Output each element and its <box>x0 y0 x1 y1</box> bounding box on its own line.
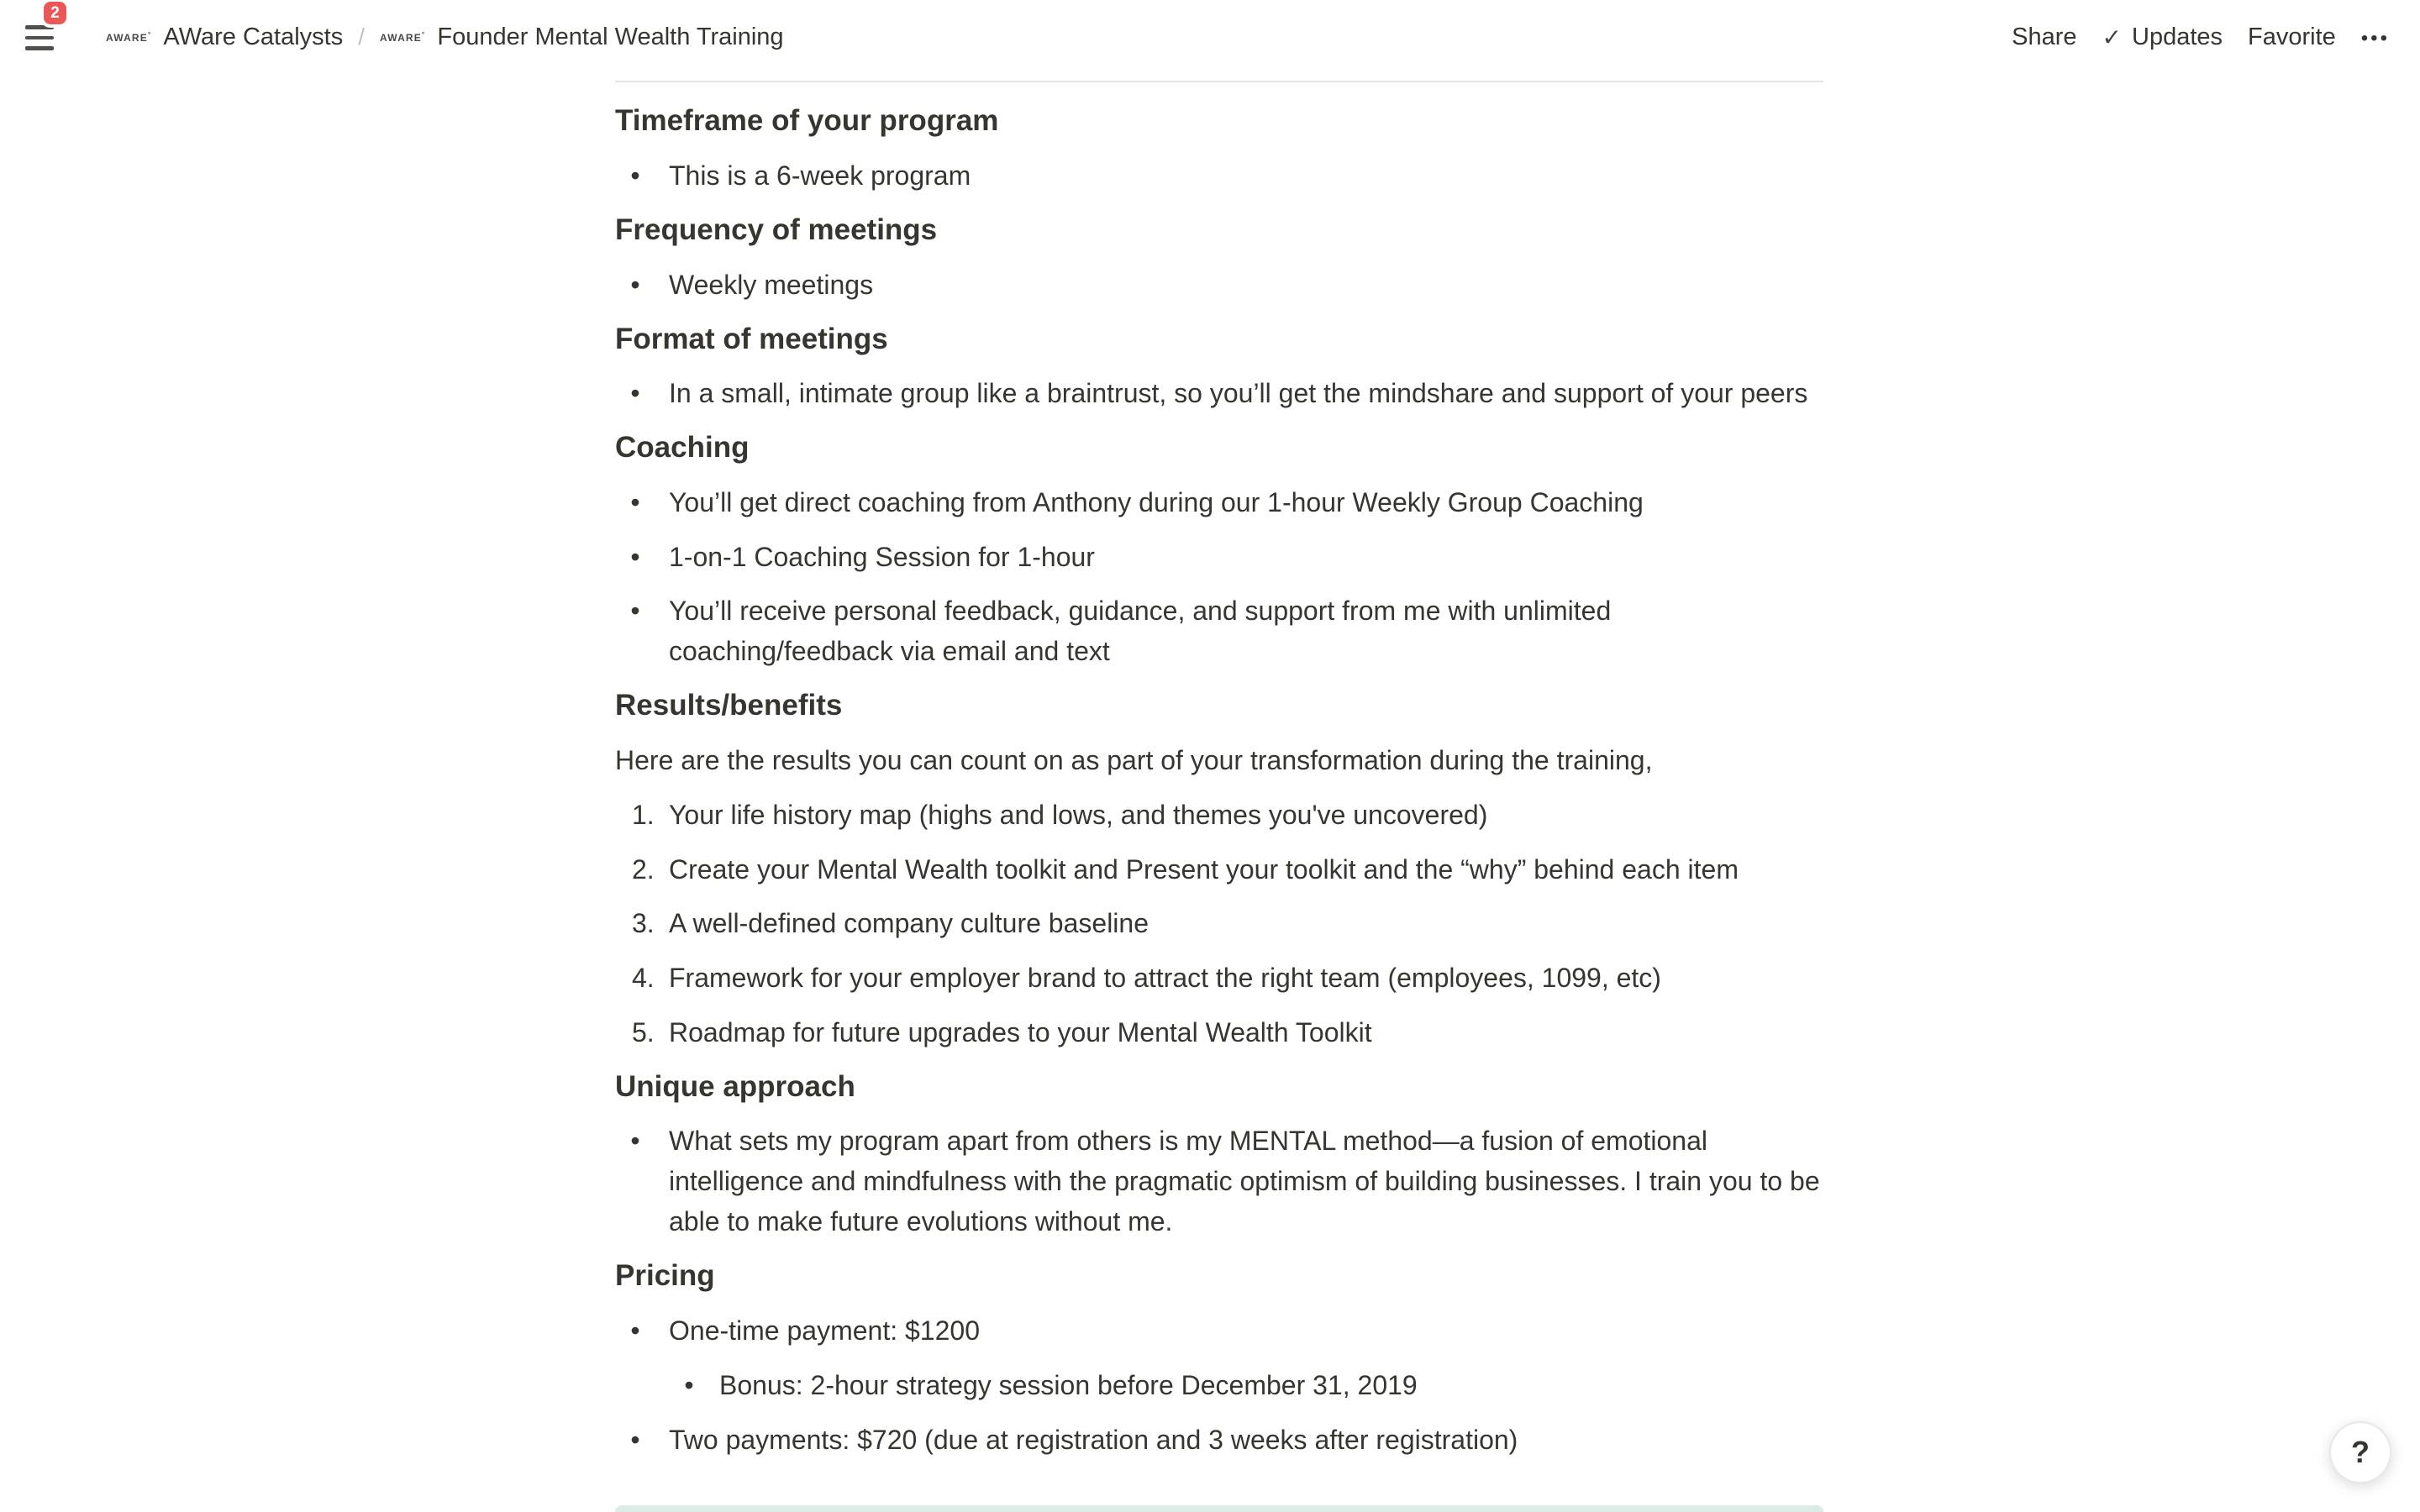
bullet-marker: • <box>684 1369 694 1400</box>
bulleted-list-item[interactable] <box>615 1412 1823 1467</box>
heading-block[interactable]: Coaching <box>615 431 750 465</box>
list-item-text: This is a 6-week program <box>669 160 971 192</box>
list-number-marker: 4. <box>632 963 655 994</box>
bullet-marker: • <box>630 541 640 572</box>
list-item-text: What sets my program apart from others is my MENTAL method—a fusion of emotional intelligence and mindfulness with the pragmatic optimism of building businesses. I train you to be able to make future evolutions without me. <box>669 1126 1820 1237</box>
list-item-text: Create your Mental Wealth toolkit and Present your toolkit and the “why” behind each item <box>669 853 1739 885</box>
numbered-list-item[interactable] <box>615 1005 1823 1060</box>
help-button[interactable]: ? <box>2329 1421 2391 1483</box>
breadcrumb-separator: / <box>358 24 365 50</box>
heading-block[interactable]: Pricing <box>615 1259 715 1293</box>
notifications-badge[interactable]: 2 <box>44 2 66 24</box>
callout-block-peek[interactable] <box>615 1505 1823 1512</box>
heading-block[interactable]: Timeframe of your program <box>615 104 999 138</box>
bulleted-list-item[interactable] <box>615 584 1823 679</box>
numbered-list-item[interactable] <box>615 787 1823 842</box>
list-item-text: A well-defined company culture baseline <box>669 908 1149 939</box>
bullet-marker: • <box>630 486 640 517</box>
bulleted-list-item[interactable] <box>615 1114 1823 1249</box>
list-item-text: Your life history map (highs and lows, and themes you've uncovered) <box>669 799 1488 830</box>
heading-block[interactable]: Format of meetings <box>615 322 888 355</box>
heading-block[interactable]: Frequency of meetings <box>615 213 938 246</box>
list-item-text: Weekly meetings <box>669 269 874 300</box>
numbered-list-item[interactable] <box>615 896 1823 951</box>
heading-block[interactable]: Results/benefits <box>615 689 843 722</box>
list-item-text: You’ll receive personal feedback, guidance, and support from me with unlimited coaching/feedback via email and text <box>669 596 1612 667</box>
bullet-marker: • <box>630 1126 640 1157</box>
bullet-marker: • <box>630 1424 640 1455</box>
favorite-button[interactable] <box>2248 24 2336 51</box>
list-item-text: Roadmap for future upgrades to your Mental Wealth Toolkit <box>669 1016 1372 1047</box>
updates-label: Updates <box>2132 23 2223 50</box>
paragraph-block[interactable]: Here are the results you can count on as part of your transformation during the training, <box>615 744 1653 775</box>
breadcrumb-label: AWare Catalysts <box>163 23 344 50</box>
breadcrumb-item-workspace[interactable] <box>106 24 343 51</box>
list-number-marker: 2. <box>632 853 655 885</box>
page-icon-aware-logo: AWARE° <box>106 30 152 44</box>
bullet-marker: • <box>630 378 640 409</box>
bullet-marker: • <box>630 596 640 627</box>
list-item-text: 1-on-1 Coaching Session for 1-hour <box>669 541 1095 572</box>
bulleted-list-item[interactable] <box>615 529 1823 584</box>
bulleted-list-item[interactable] <box>615 366 1823 421</box>
bulleted-list-item[interactable] <box>615 475 1823 529</box>
bullet-marker: • <box>630 1315 640 1347</box>
breadcrumb <box>106 24 784 51</box>
list-number-marker: 5. <box>632 1016 655 1047</box>
share-button[interactable] <box>2012 24 2076 51</box>
breadcrumb-label: Founder Mental Wealth Training <box>437 23 784 50</box>
hamburger-bar <box>25 25 54 29</box>
divider-line <box>615 81 1823 82</box>
bulleted-list-item[interactable] <box>615 149 1823 203</box>
bulleted-list-item[interactable] <box>615 1357 1823 1412</box>
page-content <box>615 69 1823 1467</box>
hamburger-bar <box>25 36 54 40</box>
list-number-marker: 3. <box>632 908 655 939</box>
updates-button[interactable] <box>2102 24 2223 51</box>
bullet-marker: • <box>630 160 640 192</box>
bulleted-list-item[interactable] <box>615 1304 1823 1358</box>
bulleted-list-item[interactable] <box>615 257 1823 312</box>
list-item-text: In a small, intimate group like a braintrust, so you’ll get the mindshare and support of your peers <box>669 378 1808 409</box>
bullet-marker: • <box>630 269 640 300</box>
share-label: Share <box>2012 23 2077 50</box>
list-item-text: One-time payment: $1200 <box>669 1315 980 1347</box>
sidebar-menu-icon[interactable] <box>25 25 54 50</box>
favorite-label: Favorite <box>2248 23 2336 50</box>
list-item-text: Bonus: 2-hour strategy session before December 31, 2019 <box>719 1369 1418 1400</box>
topbar-actions <box>2012 24 2390 51</box>
numbered-list-item[interactable] <box>615 842 1823 896</box>
breadcrumb-item-page[interactable] <box>380 24 784 51</box>
list-number-marker: 1. <box>632 799 655 830</box>
numbered-list-item[interactable] <box>615 951 1823 1005</box>
more-options-button[interactable] <box>2361 24 2390 50</box>
list-item-text: Two payments: $720 (due at registration and 3 weeks after registration) <box>669 1424 1518 1455</box>
list-item-text: You’ll get direct coaching from Anthony during our 1-hour Weekly Group Coaching <box>669 486 1644 517</box>
list-item-text: Framework for your employer brand to attract the right team (employees, 1099, etc) <box>669 963 1661 994</box>
heading-block[interactable]: Unique approach <box>615 1069 855 1103</box>
ellipsis-icon: ••• <box>2360 27 2390 50</box>
top-bar <box>0 0 2420 74</box>
check-icon: ✓ <box>2102 24 2122 50</box>
hamburger-bar <box>25 46 54 50</box>
page-icon-aware-logo: AWARE° <box>380 30 426 44</box>
